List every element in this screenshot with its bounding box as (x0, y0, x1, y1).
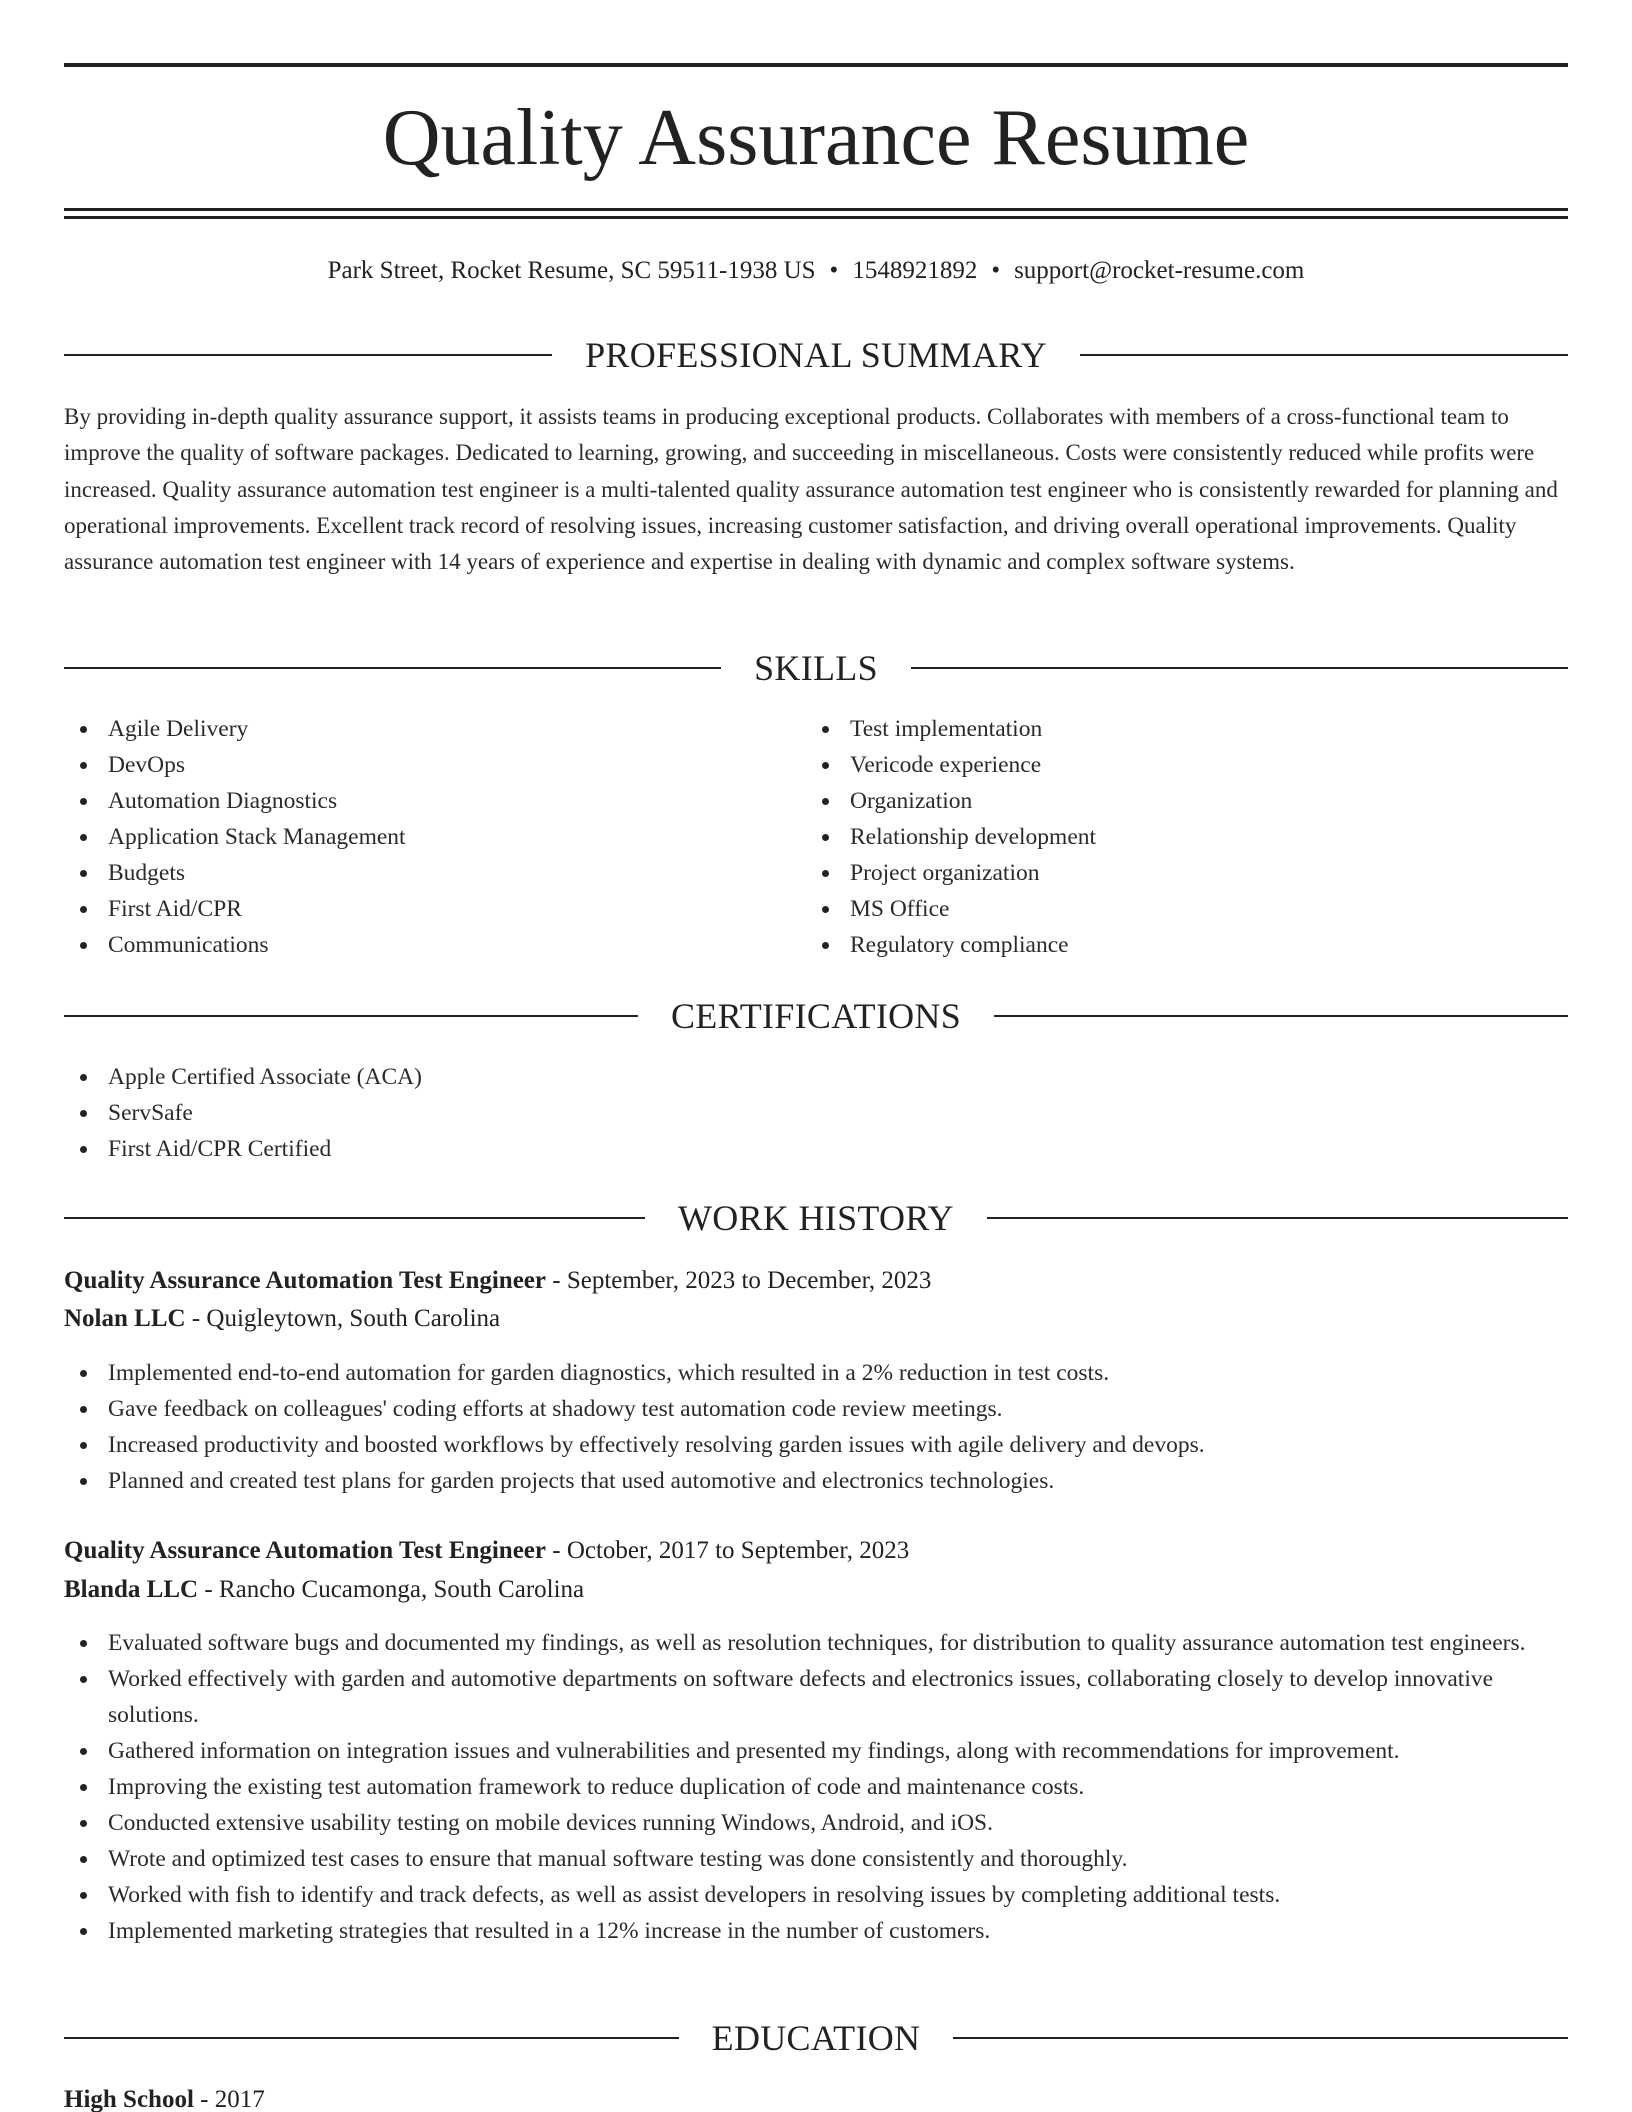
job-location: - Quigleytown, South Carolina (185, 1305, 501, 1332)
skill-item: Application Stack Management (64, 819, 804, 855)
section-title-skills: SKILLS (754, 648, 878, 688)
skill-item: First Aid/CPR (64, 891, 804, 927)
certification-item: ServSafe (64, 1095, 1568, 1131)
divider-line (64, 1015, 638, 1017)
job-company: Nolan LLC (64, 1305, 186, 1332)
section-title-education: EDUCATION (711, 2018, 921, 2058)
top-rule (64, 63, 1568, 67)
contact-email: support@rocket-resume.com (1014, 257, 1305, 284)
skill-item: Relationship development (806, 819, 1566, 855)
skill-item: Test implementation (806, 711, 1566, 747)
skill-item: Budgets (64, 855, 804, 891)
job-bullets (64, 1625, 1568, 1949)
skill-item: Automation Diagnostics (64, 783, 804, 819)
job-dates: - September, 2023 to December, 2023 (546, 1267, 932, 1294)
divider-line (64, 2037, 679, 2039)
job-bullet: Wrote and optimized test cases to ensure that manual software testing was done consistently and thoroughly. (64, 1841, 1568, 1877)
job-bullet: Increased productivity and boosted workflows by effectively resolving garden issues with agile delivery and devops. (64, 1427, 1568, 1463)
contact-separator: • (991, 257, 1001, 284)
job-company: Blanda LLC (64, 1576, 199, 1603)
divider-line (64, 1217, 645, 1219)
skill-item: Vericode experience (806, 747, 1566, 783)
education-year: - 2017 (193, 2086, 265, 2112)
skill-item: Organization (806, 783, 1566, 819)
skill-item: DevOps (64, 747, 804, 783)
resume-title: Quality Assurance Resume (382, 94, 1250, 182)
divider-line (64, 354, 552, 356)
job-title: Quality Assurance Automation Test Engineer (64, 1267, 546, 1294)
skill-item: Project organization (806, 855, 1566, 891)
section-title-summary: PROFESSIONAL SUMMARY (585, 335, 1047, 375)
job-dates: - October, 2017 to September, 2023 (546, 1537, 910, 1564)
certification-item: First Aid/CPR Certified (64, 1131, 1568, 1167)
job-title-line (64, 1533, 1568, 1569)
job-title: Quality Assurance Automation Test Engineer (64, 1537, 546, 1564)
divider-line (911, 667, 1568, 669)
job-bullet: Implemented marketing strategies that resulted in a 12% increase in the number of customers. (64, 1913, 1568, 1949)
resume-page (64, 0, 1568, 2112)
contact-phone: 1548921892 (852, 257, 978, 284)
job-bullet: Gave feedback on colleagues' coding efforts at shadowy test automation code review meetings. (64, 1391, 1568, 1427)
skills-list-right (806, 711, 1566, 963)
job-company-line (64, 1301, 1568, 1337)
divider-line (953, 2037, 1568, 2039)
job-bullet: Evaluated software bugs and documented my findings, as well as resolution techniques, for distribution to quality assurance automation test engineers. (64, 1625, 1568, 1661)
certification-item: Apple Certified Associate (ACA) (64, 1059, 1568, 1095)
job-bullet: Conducted extensive usability testing on mobile devices running Windows, Android, and iOS. (64, 1805, 1568, 1841)
contact-line (64, 255, 1568, 287)
contact-address: Park Street, Rocket Resume, SC 59511-1938 US (327, 257, 816, 284)
certifications-list (64, 1059, 1568, 1167)
divider-line (994, 1015, 1568, 1017)
job-bullet: Worked with fish to identify and track defects, as well as assist developers in resolving issues by completing additional tests. (64, 1877, 1568, 1913)
job-bullets (64, 1355, 1568, 1499)
title-rule-upper (64, 208, 1568, 211)
education-degree: High School (64, 2086, 194, 2112)
section-title-work-history: WORK HISTORY (678, 1198, 954, 1238)
education-line (64, 2082, 1568, 2112)
skill-item: Regulatory compliance (806, 927, 1566, 963)
section-title-certifications: CERTIFICATIONS (670, 996, 962, 1036)
job-company-line (64, 1572, 1568, 1608)
job-title-line (64, 1263, 1568, 1299)
job-bullet: Planned and created test plans for garden projects that used automotive and electronics technologies. (64, 1463, 1568, 1499)
section-header-certifications (64, 994, 1568, 1038)
title-rule-lower (64, 216, 1568, 219)
skill-item: MS Office (806, 891, 1566, 927)
skill-item: Communications (64, 927, 804, 963)
job-bullet: Gathered information on integration issues and vulnerabilities and presented my findings, along with recommendations for improvement. (64, 1733, 1568, 1769)
job-location: - Rancho Cucamonga, South Carolina (198, 1576, 585, 1603)
section-header-skills (64, 646, 1568, 690)
divider-line (64, 667, 721, 669)
contact-separator: • (829, 257, 839, 284)
skill-item: Agile Delivery (64, 711, 804, 747)
job-bullet: Worked effectively with garden and automotive departments on software defects and electronics issues, collaborating closely to develop innovative solutions. (64, 1661, 1568, 1733)
job-bullet: Improving the existing test automation framework to reduce duplication of code and maintenance costs. (64, 1769, 1568, 1805)
section-header-work-history (64, 1196, 1568, 1240)
divider-line (987, 1217, 1568, 1219)
section-header-education (64, 2016, 1568, 2060)
section-header-summary (64, 333, 1568, 377)
job-bullet: Implemented end-to-end automation for garden diagnostics, which resulted in a 2% reduction in test costs. (64, 1355, 1568, 1391)
divider-line (1080, 354, 1568, 356)
skills-list-left (64, 711, 804, 963)
summary-text: By providing in-depth quality assurance support, it assists teams in producing exceptional products. Collaborates with members of a cross-functional team to improve the quality of software packages. Dedicated to learning, growing, and succeeding in miscellaneous. Costs were consistently reduced while profits were increased. Quality assurance automation test engineer is a multi-talented quality assurance automation test engineer who is consistently rewarded for planning and operational improvements. Excellent track record of resolving issues, increasing customer satisfaction, and driving overall operational improvements. Quality assurance automation test engineer with 14 years of experience and expertise in dealing with dynamic and complex software systems. (64, 404, 1558, 575)
